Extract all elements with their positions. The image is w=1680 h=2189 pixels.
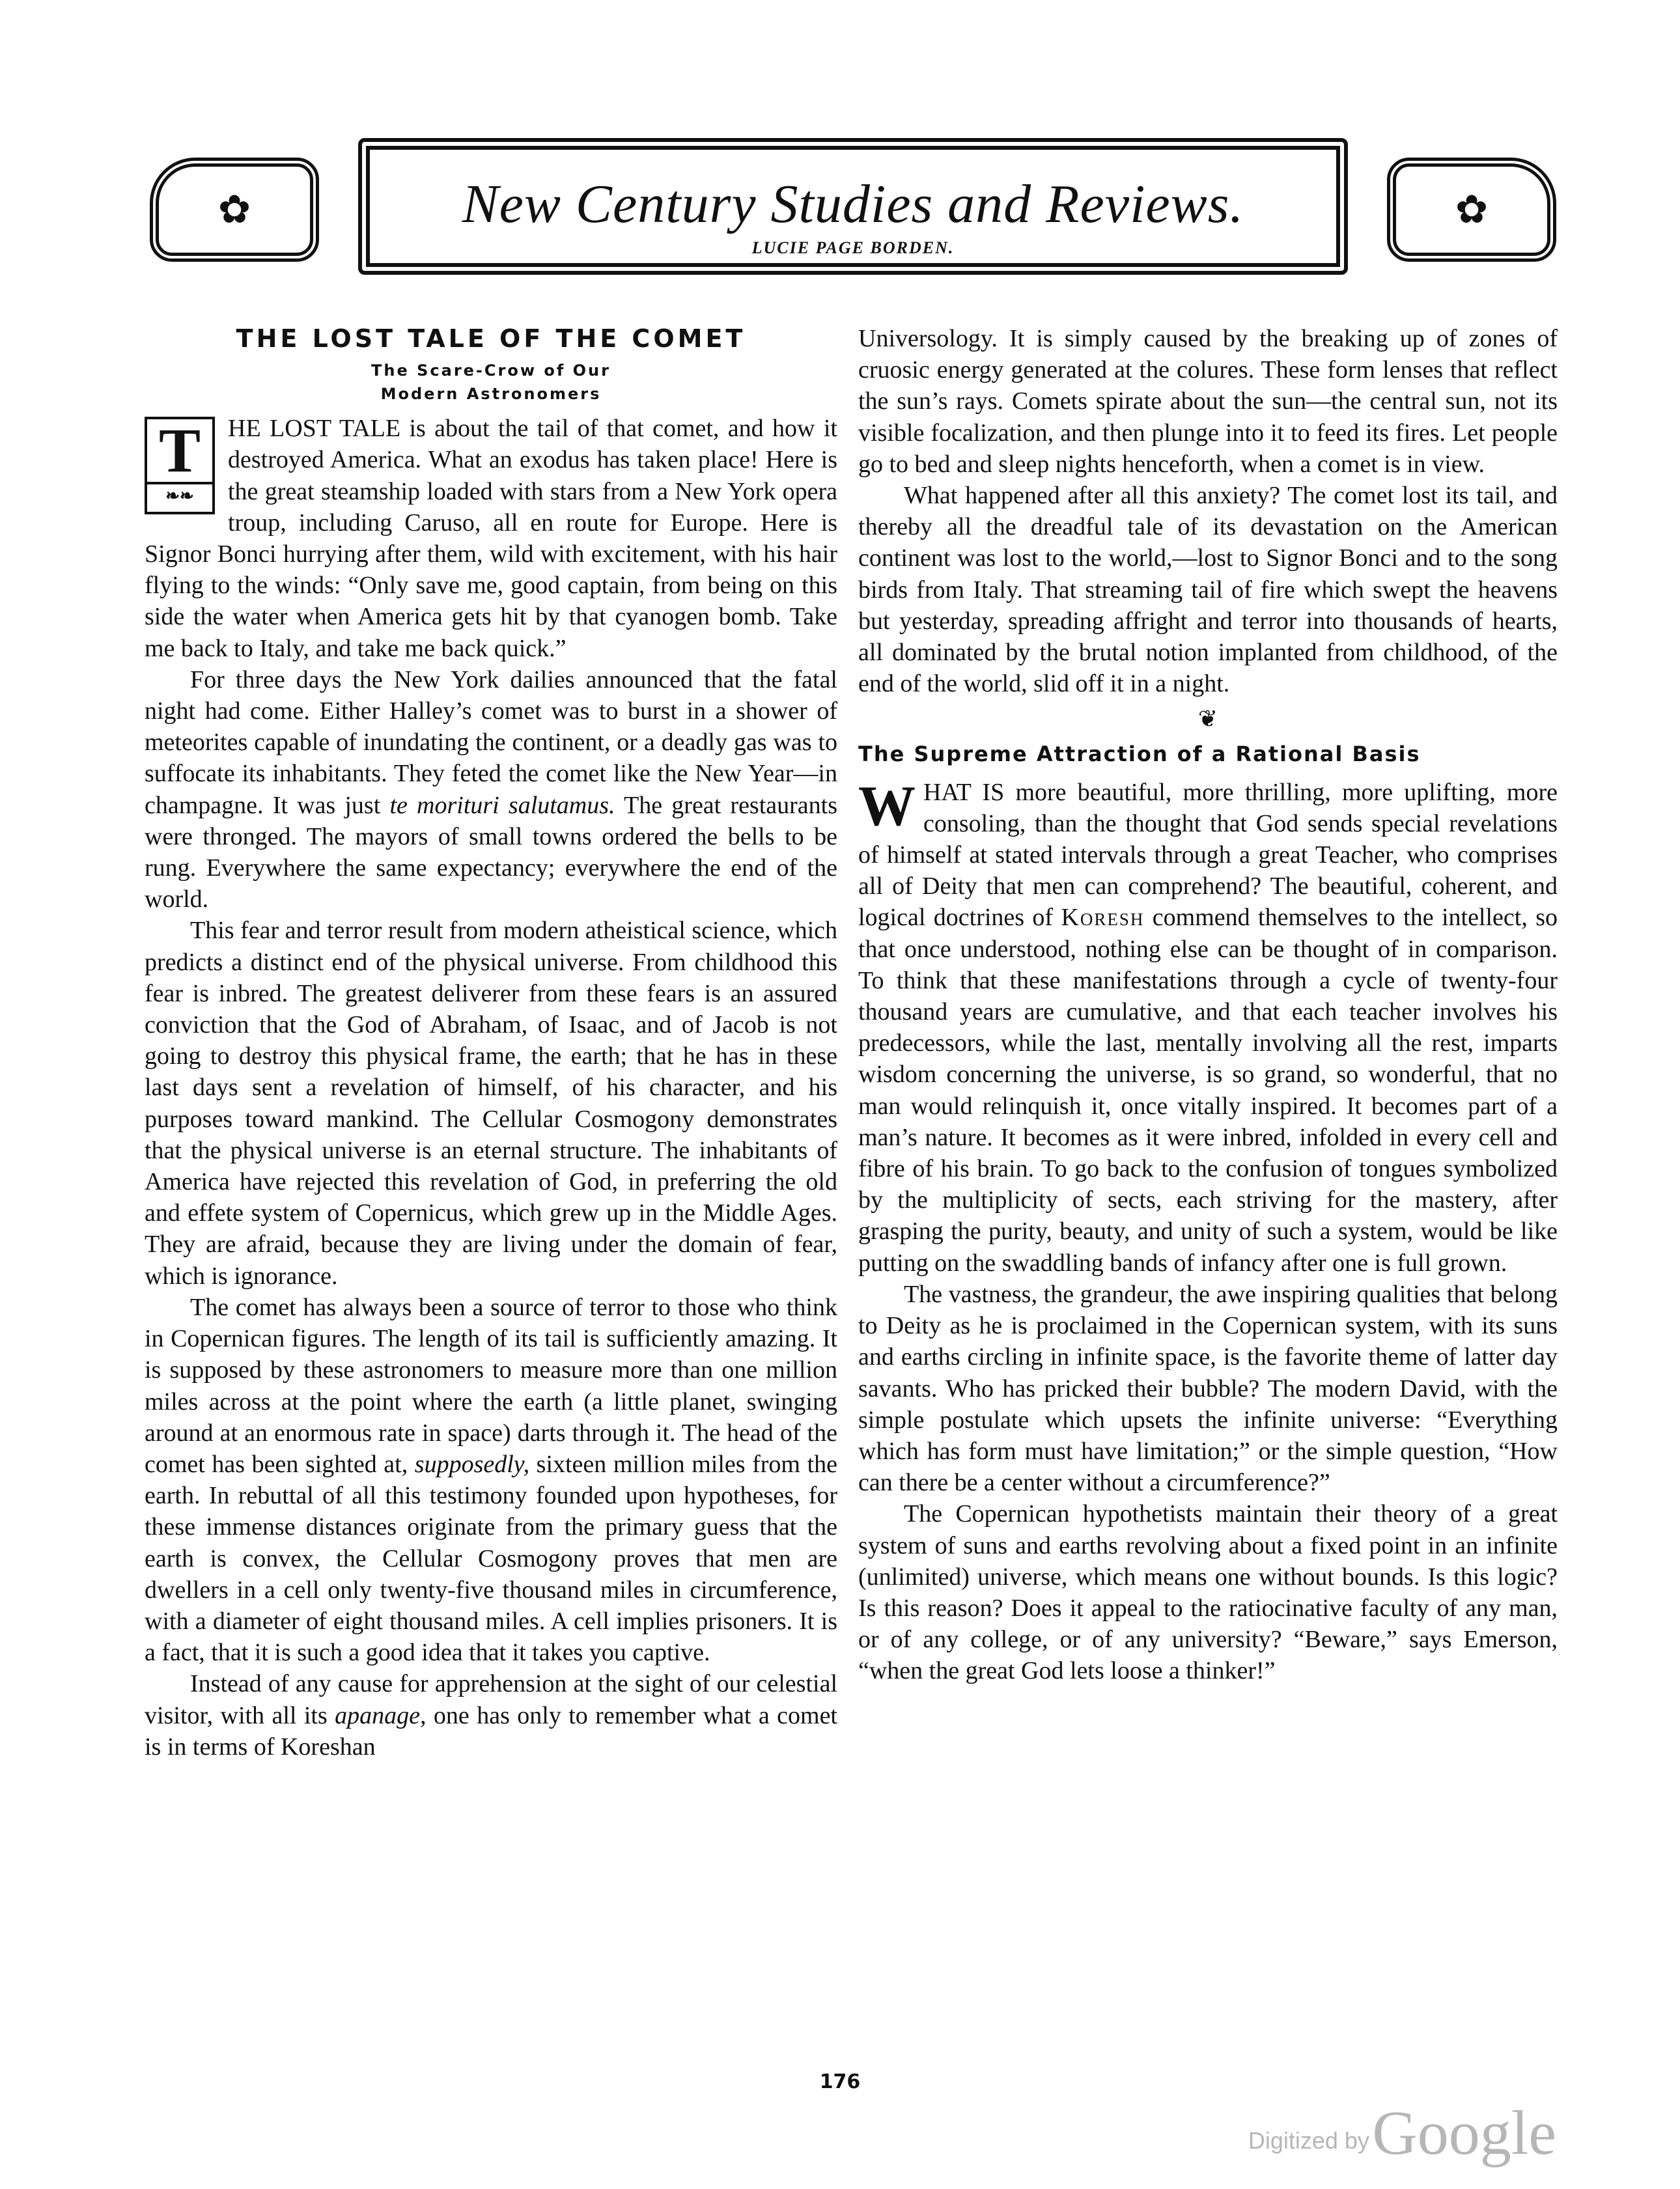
page-title: New Century Studies and Reviews.	[462, 174, 1244, 234]
byline: LUCIE PAGE BORDEN.	[751, 238, 955, 257]
right-ornament-box	[1387, 158, 1556, 262]
page-number: 176	[819, 2070, 861, 2093]
left-ornament-box	[150, 158, 319, 262]
google-logo: Google	[1372, 2098, 1556, 2168]
right-column	[858, 323, 1558, 1687]
drop-cap: W	[858, 774, 916, 838]
paragraph: The vastness, the grandeur, the awe inspiring qualities that belong to Deity as he is proclaimed in the Copernican system, with its suns and earths circling in infinite space, is the favorite theme of latter day savants. Who has pricked their bubble? The modern David, with the simple postulate which upsets the infinite universe: “Everything which has form must have limitation;” or the simple question, “How can there be a center without a circumference?”	[858, 1280, 1558, 1497]
article-subheading-line1: The Scare-Crow of Our	[371, 361, 611, 380]
leaf-separator-icon: ❦	[1197, 706, 1218, 732]
watermark-prefix: Digitized by	[1248, 2127, 1369, 2154]
title-box	[358, 138, 1348, 275]
drop-cap: T ❧❧	[145, 417, 215, 514]
paragraph: Universology. It is simply caused by the breaking up of zones of cruosic energy generated at the colures. These form lenses that reflect the sun’s rays. Comets spirate about the sun—the central sun, not its visible focalization, and then plunge into it to feed its fires. Let people go to bed and sleep nights henceforth, when a comet is in view.	[858, 325, 1558, 478]
paragraph: For three days the New York dailies announced that the fatal night had come. Either Halley’s comet was to burst in a shower of meteorites capable of inundating the continent, or a deadly gas was to suffocate its inhabitants. They feted the comet like the New Year—in champagne. It was just te morituri salutamus. The great restaurants were thronged. The mayors of small towns ordered the bells to be rung. Everywhere the same expectancy; everywhere the end of the world.	[145, 665, 838, 913]
paragraph: The comet has always been a source of terror to those who think in Copernican figures. The length of its tail is sufficiently amazing. It is supposed by these astronomers to measure more than one million miles across at the point where the earth (a little planet, swinging around at an enormous rate in space) darts through it. The head of the comet has been sighted at, supposedly, sixteen million miles from the earth. In rebuttal of all this testimony founded upon hypotheses, for these immense distances originate from the primary guess that the earth is convex, the Cellular Cosmogony proves that men are dwellers in a cell only twenty-five thousand miles in circumference, with a diameter of eight thousand miles. A cell implies prisoners. It is a fact, that it is such a good idea that it takes you captive.	[145, 1293, 837, 1667]
paragraph: This fear and terror result from modern atheistical science, which predicts a distinct end of the physical universe. From childhood this fear is inbred. The greatest deliverer from these fears is an assured conviction that the God of Abraham, of Isaac, and of Jacob is not going to destroy this physical frame, the earth; that he has in these last days sent a revelation of himself, of his character, and his purposes toward mankind. The Cellular Cosmogony demonstrates that the physical universe is an eternal structure. The inhabitants of America have rejected this revelation of God, in preferring the old and effete system of Copernicus, which grew up in the Middle Ages. They are afraid, because they are living under the domain of fear, which is ignorance.	[145, 917, 837, 1290]
digitized-watermark	[1218, 2097, 1556, 2169]
article-subheading-line2: Modern Astronomers	[380, 385, 602, 404]
paragraph: WHAT IS more beautiful, more thrilling, more uplifting, more consoling, than the thought that God sends special revelations of himself at stated intervals through a great Teacher, who comprises all of Deity that men can comprehend? The beautiful, coherent, and logical doctrines of Koresh commend themselves to the intellect, so that once understood, nothing else can be thought of in comparison. To think that these manifestations through a cycle of twenty-four thousand years are cumulative, and that each teacher involves his predecessors, while the last, mentally involving all the rest, imparts wisdom concerning the universe, is so grand, so wonderful, that no man would relinquish it, once vitally inspired. It becomes part of a man’s nature. It becomes as it were inbred, infolded in every cell and fibre of his brain. To go back to the confusion of tongues symbolized by the multiplicity of sects, each striving for the mastery, after grasping the purity, beauty, and unity of such a system, would be like putting on the swaddling bands of infancy after one is full grown.	[858, 774, 1558, 1277]
header-banner	[150, 138, 1556, 281]
paragraph: T ❧❧ HE LOST TALE is about the tail of that comet, and how it destroyed America. What an exodus has taken place! Here is the great steamship loaded with stars from a New York opera troup, including Caruso, all en route for Europe. Here is Signor Bonci hurrying after them, wild with excitement, with his hair flying to the winds: “Only save me, good captain, from being on this side the water when America gets hit by that cyanogen bomb. Take me back to Italy, and take me back quick.”	[145, 415, 837, 662]
flower-ornament-icon: ✿	[1455, 188, 1489, 231]
section-heading: The Supreme Attraction of a Rational Basis	[858, 742, 1421, 767]
paragraph: The Copernican hypothetists maintain their theory of a great system of suns and earths revolving about a fixed point in an infinite (unlimited) universe, which means one without bounds. Is this logic? Is this reason? Does it appeal to the ratiocinative faculty of any man, or of any college, or of any university? “Beware,” says Emerson, “when the great God lets loose a thinker!”	[858, 1500, 1558, 1685]
article-heading: THE LOST TALE OF THE COMET	[236, 324, 746, 353]
flower-ornament-icon: ✿	[217, 188, 251, 231]
left-column	[145, 323, 837, 1763]
vine-ornament-icon: ❧❧	[147, 482, 212, 508]
paragraph: Instead of any cause for apprehension at the sight of our celestial visitor, with all its apanage, one has only to remember what a comet is in terms of Koreshan	[145, 1670, 837, 1761]
paragraph: What happened after all this anxiety? The comet lost its tail, and thereby all the dreadful tale of its devastation on the American continent was lost to the world,—lost to Signor Bonci and to the song birds from Italy. That streaming tail of fire which swept the heavens but yesterday, spreading affright and terror into thousands of hearts, all dominated by the brutal notion implanted from childhood, of the end of the world, slid off it in a night.	[858, 482, 1558, 698]
